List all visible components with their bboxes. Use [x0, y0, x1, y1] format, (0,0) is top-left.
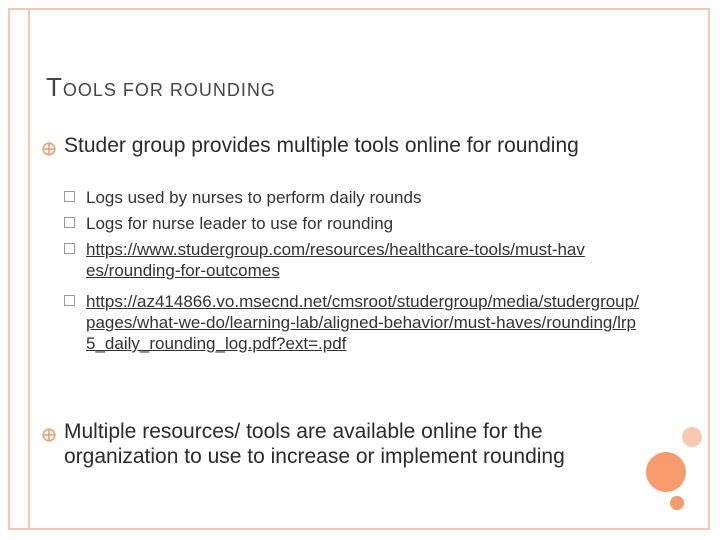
cross-circle-icon: [42, 137, 56, 151]
decorative-orb-tiny: [670, 496, 684, 510]
sub-bullet-3-link[interactable]: https://www.studergroup.com/resources/healthcare-tools/must-haves/rounding-for-outcomes: [86, 240, 585, 280]
sub-bullet-4-link[interactable]: https://az414866.vo.msecnd.net/cmsroot/studergroup/media/studergroup/pages/what-we-do/learning-lab/aligned-behavior/must-haves/rounding/lrp5_daily_rounding_log.pdf?ext=.pdf: [86, 292, 639, 353]
sub-bullet-1-text: Logs used by nurses to perform daily rounds: [86, 188, 422, 207]
cross-circle-icon: [42, 423, 56, 437]
checkbox-icon: [64, 243, 75, 254]
bullet-2: [42, 419, 622, 497]
decorative-orb-small: [682, 427, 702, 447]
title-rest: OOLS FOR ROUNDING: [62, 80, 276, 100]
title-first-letter: T: [46, 72, 63, 102]
sub-bullet-2: [64, 213, 624, 234]
sub-bullet-3: [64, 239, 594, 281]
bullet-1-text: Studer group provides multiple tools online for rounding: [64, 134, 579, 157]
left-rule: [28, 8, 30, 530]
slide-title: [46, 72, 276, 103]
decorative-orb-large: [646, 452, 686, 492]
sub-bullet-4: [64, 291, 644, 381]
checkbox-icon: [64, 217, 75, 228]
checkbox-icon: [64, 191, 75, 202]
checkbox-icon: [64, 295, 75, 306]
sub-bullet-1: [64, 187, 624, 208]
sub-bullet-2-text: Logs for nurse leader to use for rounding: [86, 214, 394, 233]
bullet-2-text: Multiple resources/ tools are available online for the organization to use to increase or implement rounding: [64, 420, 565, 468]
bullet-1: [42, 133, 642, 185]
